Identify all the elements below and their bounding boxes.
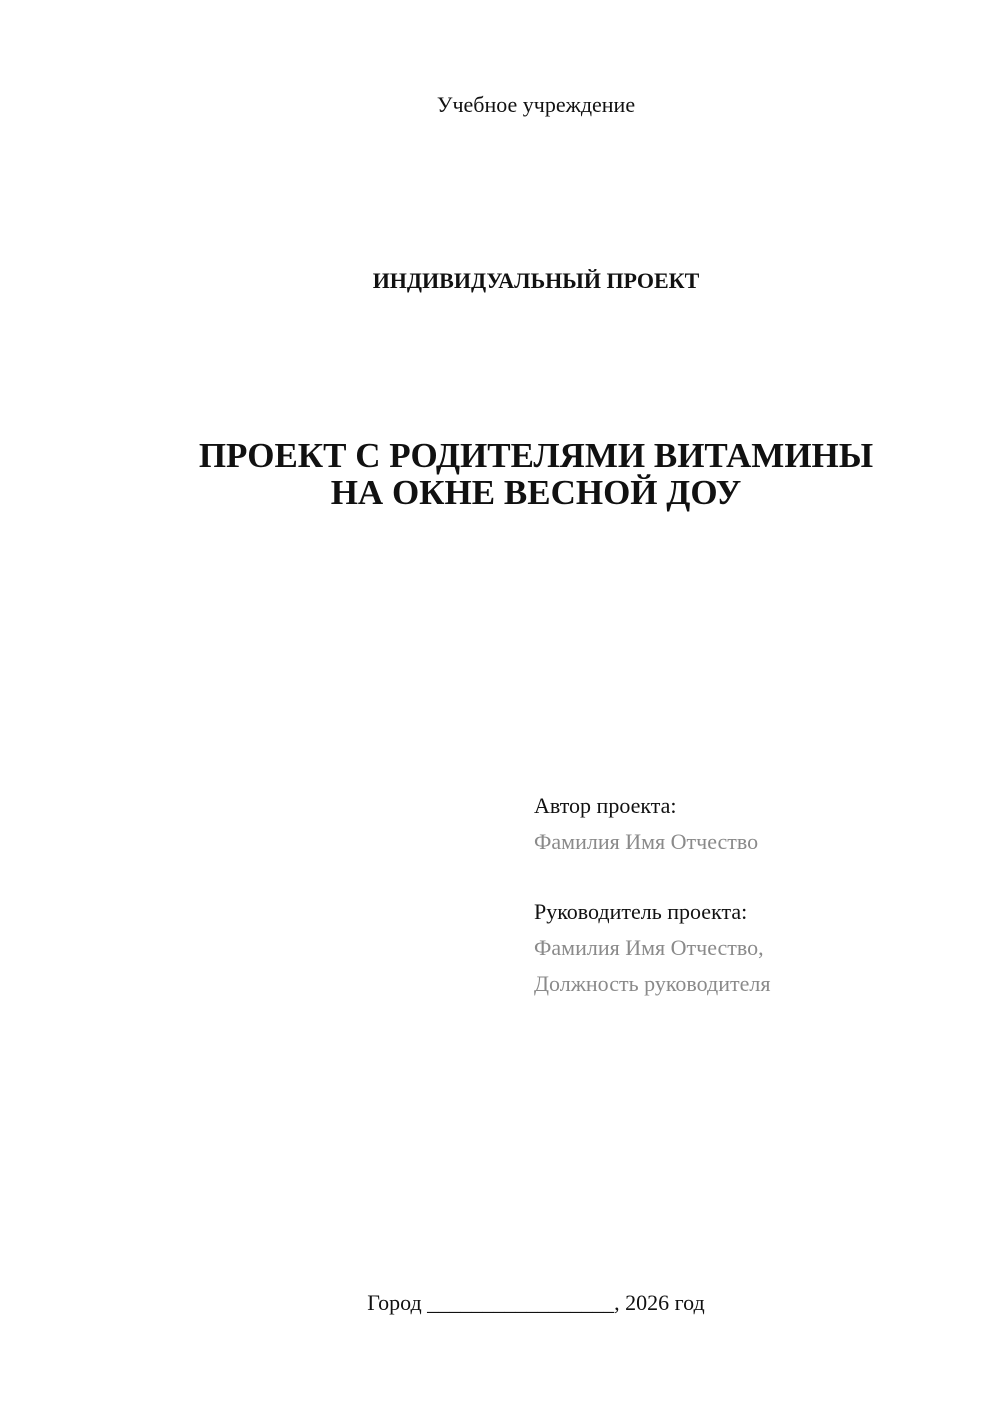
project-type-heading: ИНДИВИДУАЛЬНЫЙ ПРОЕКТ [372,268,700,293]
credits-spacer [534,860,974,894]
project-title [120,437,952,511]
supervisor-name: Фамилия Имя Отчество, [534,935,764,960]
institution-name: Учебное учреждение [436,92,636,117]
supervisor-position: Должность руководителя [534,971,771,996]
project-title-line-1: ПРОЕКТ С РОДИТЕЛЯМИ ВИТАМИНЫ [198,436,874,475]
supervisor-label: Руководитель проекта: [534,899,748,924]
city-year-footer: Город _________________, 2026 год [367,1290,705,1315]
project-title-line-2: НА ОКНЕ ВЕСНОЙ ДОУ [330,473,742,512]
author-label: Автор проекта: [534,793,677,818]
author-name: Фамилия Имя Отчество [534,829,759,854]
credits-block [534,788,974,1002]
